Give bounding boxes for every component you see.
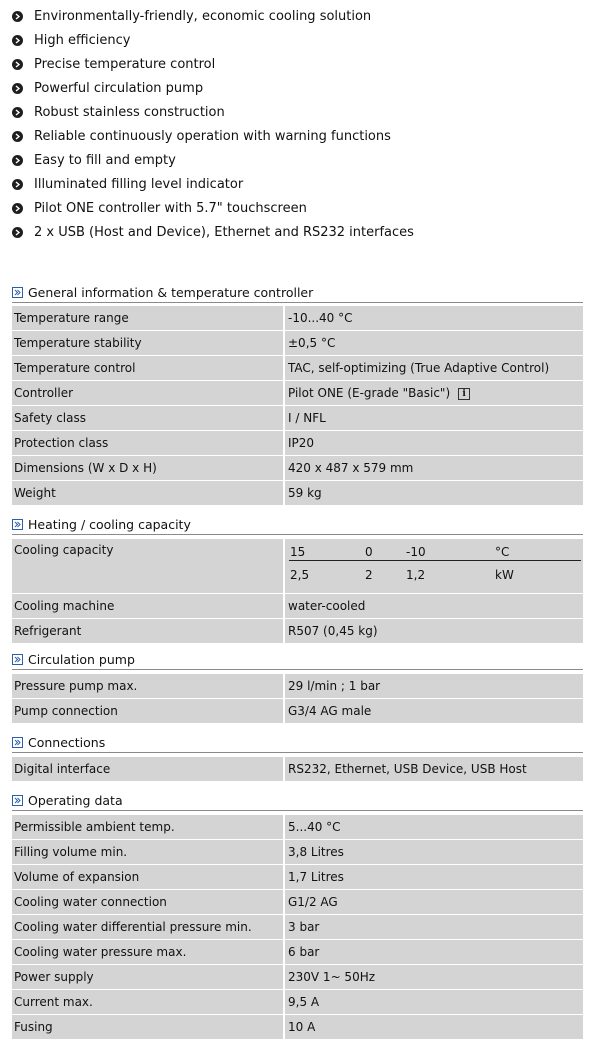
row-value-text: 5...40 °C: [288, 820, 341, 834]
row-value-text: ±0,5 °C: [288, 336, 336, 350]
row-value-text: G1/2 AG: [288, 895, 338, 909]
feature-text: Easy to fill and empty: [34, 152, 176, 168]
table-row: [12, 356, 583, 381]
capacity-power-unit: kW: [495, 568, 514, 582]
section-header-general[interactable]: [12, 283, 583, 303]
row-label: Cooling water differential pressure min.: [12, 915, 284, 940]
row-label: Temperature control: [12, 356, 284, 381]
table-row: [12, 940, 583, 965]
capacity-power: 1,2: [406, 568, 426, 582]
feature-text: Precise temperature control: [34, 56, 216, 72]
row-value-text: G3/4 AG male: [288, 704, 372, 718]
feature-text: Powerful circulation pump: [34, 80, 204, 96]
feature-text: 2 x USB (Host and Device), Ethernet and RS232 interfaces: [34, 224, 414, 240]
row-label: Filling volume min.: [12, 840, 284, 865]
feature-item: [12, 52, 414, 76]
row-value: [284, 840, 583, 865]
section-title: Circulation pump: [28, 652, 135, 667]
table-row: [12, 757, 583, 782]
row-value: [284, 890, 583, 915]
row-label: Refrigerant: [12, 619, 284, 644]
row-value: [284, 381, 583, 406]
row-label: Power supply: [12, 965, 284, 990]
row-value: [284, 331, 583, 356]
row-label: Dimensions (W x D x H): [12, 456, 284, 481]
row-value: [284, 865, 583, 890]
feature-text: High efficiency: [34, 32, 131, 48]
row-value: [284, 431, 583, 456]
table-row: [12, 594, 583, 619]
row-value: [284, 1015, 583, 1040]
row-value-text: 3 bar: [288, 920, 320, 934]
row-value-text: 6 bar: [288, 945, 320, 959]
section-header-connections[interactable]: [12, 733, 583, 753]
row-value-text: 59 kg: [288, 486, 322, 500]
spec-table-connections: [12, 757, 583, 782]
cooling-capacity-table: [284, 539, 583, 594]
circle-arrow-bullet-icon: [12, 131, 23, 142]
table-row: [12, 456, 583, 481]
row-label: Current max.: [12, 990, 284, 1015]
row-value-text: 3,8 Litres: [288, 845, 344, 859]
row-value-text: -10...40 °C: [288, 311, 353, 325]
circle-arrow-bullet-icon: [12, 155, 23, 166]
section-title: General information & temperature controller: [28, 285, 314, 300]
row-label: Cooling machine: [12, 594, 284, 619]
row-value-text: 9,5 A: [288, 995, 320, 1009]
table-row: [12, 306, 583, 331]
expand-arrow-icon[interactable]: [12, 519, 23, 530]
row-value-text: water-cooled: [288, 599, 366, 613]
feature-item: [12, 28, 414, 52]
table-row: [12, 840, 583, 865]
circle-arrow-bullet-icon: [12, 35, 23, 46]
row-value-text: 29 l/min ; 1 bar: [288, 679, 381, 693]
table-row: [12, 890, 583, 915]
row-value-text: 10 A: [288, 1020, 316, 1034]
row-label: Fusing: [12, 1015, 284, 1040]
expand-arrow-icon[interactable]: [12, 737, 23, 748]
circle-arrow-bullet-icon: [12, 203, 23, 214]
row-label: Permissible ambient temp.: [12, 815, 284, 840]
circle-arrow-bullet-icon: [12, 179, 23, 190]
table-row: [12, 1015, 583, 1040]
row-value-text: R507 (0,45 kg): [288, 624, 378, 638]
row-value: [284, 757, 583, 782]
row-value: [284, 306, 583, 331]
spec-table-heating: [12, 539, 583, 644]
row-value: [284, 456, 583, 481]
capacity-temp: 15: [290, 545, 306, 559]
feature-item: [12, 196, 414, 220]
circle-arrow-bullet-icon: [12, 83, 23, 94]
table-row: [12, 990, 583, 1015]
row-value-text: IP20: [288, 436, 315, 450]
row-value: [284, 965, 583, 990]
row-label: Temperature range: [12, 306, 284, 331]
row-value: [284, 594, 583, 619]
circle-arrow-bullet-icon: [12, 59, 23, 70]
row-value: [284, 481, 583, 506]
row-label: Protection class: [12, 431, 284, 456]
section-title: Heating / cooling capacity: [28, 517, 191, 532]
row-value: [284, 699, 583, 724]
row-label: Digital interface: [12, 757, 284, 782]
row-value-text: 1,7 Litres: [288, 870, 344, 884]
table-row: [12, 965, 583, 990]
row-value-text: 230V 1~ 50Hz: [288, 970, 376, 984]
row-label: Pump connection: [12, 699, 284, 724]
row-value-text: I / NFL: [288, 411, 326, 425]
table-row: [12, 699, 583, 724]
feature-text: Environmentally-friendly, economic cooling solution: [34, 8, 372, 24]
capacity-temp-unit: °C: [495, 545, 510, 559]
info-icon[interactable]: i: [458, 388, 470, 400]
row-label: Cooling water connection: [12, 890, 284, 915]
table-row: [12, 674, 583, 699]
row-label: Cooling capacity: [12, 539, 284, 594]
row-value: [284, 619, 583, 644]
row-value-text: 420 x 487 x 579 mm: [288, 461, 414, 475]
row-value: [284, 356, 583, 381]
table-row: [12, 431, 583, 456]
section-header-pump[interactable]: [12, 650, 583, 670]
table-row: [12, 915, 583, 940]
table-row: [12, 815, 583, 840]
spec-table-pump: [12, 674, 583, 724]
row-value-text: RS232, Ethernet, USB Device, USB Host: [288, 762, 527, 776]
table-row: [12, 481, 583, 506]
expand-arrow-icon[interactable]: [12, 287, 23, 298]
row-label: Safety class: [12, 406, 284, 431]
feature-item: [12, 76, 414, 100]
table-row: [12, 406, 583, 431]
row-label: Controller: [12, 381, 284, 406]
capacity-power: 2,5: [290, 568, 310, 582]
table-row: [12, 539, 583, 594]
feature-item: [12, 220, 414, 244]
capacity-temp: -10: [406, 545, 426, 559]
circle-arrow-bullet-icon: [12, 11, 23, 22]
feature-item: [12, 100, 414, 124]
row-label: Pressure pump max.: [12, 674, 284, 699]
feature-item: [12, 148, 414, 172]
row-value: [284, 406, 583, 431]
expand-arrow-icon[interactable]: [12, 795, 23, 806]
table-row: [12, 865, 583, 890]
expand-arrow-icon[interactable]: [12, 654, 23, 665]
feature-list: [12, 4, 414, 244]
section-title: Connections: [28, 735, 106, 750]
table-row: [12, 381, 583, 406]
spec-table-general: [12, 306, 583, 506]
capacity-temp: 0: [365, 545, 373, 559]
row-label: Weight: [12, 481, 284, 506]
feature-item: [12, 4, 414, 28]
row-value-text: Pilot ONE (E-grade "Basic"): [288, 386, 451, 400]
feature-item: [12, 172, 414, 196]
section-header-operating[interactable]: [12, 791, 583, 811]
row-label: Volume of expansion: [12, 865, 284, 890]
row-value-text: TAC, self-optimizing (True Adaptive Control): [288, 361, 550, 375]
feature-text: Illuminated filling level indicator: [34, 176, 244, 192]
feature-item: [12, 124, 414, 148]
circle-arrow-bullet-icon: [12, 107, 23, 118]
row-label: Temperature stability: [12, 331, 284, 356]
table-row: [12, 331, 583, 356]
capacity-power: 2: [365, 568, 373, 582]
row-value: [284, 815, 583, 840]
section-header-heating[interactable]: [12, 515, 583, 535]
row-value: [284, 915, 583, 940]
row-value: [284, 674, 583, 699]
table-row: [12, 619, 583, 644]
feature-text: Reliable continuously operation with warning functions: [34, 128, 391, 144]
row-label: Cooling water pressure max.: [12, 940, 284, 965]
circle-arrow-bullet-icon: [12, 227, 23, 238]
section-title: Operating data: [28, 793, 123, 808]
divider: [289, 560, 581, 561]
feature-text: Pilot ONE controller with 5.7" touchscreen: [34, 200, 307, 216]
spec-table-operating: [12, 815, 583, 1040]
row-value: [284, 940, 583, 965]
feature-text: Robust stainless construction: [34, 104, 225, 120]
row-value: [284, 990, 583, 1015]
